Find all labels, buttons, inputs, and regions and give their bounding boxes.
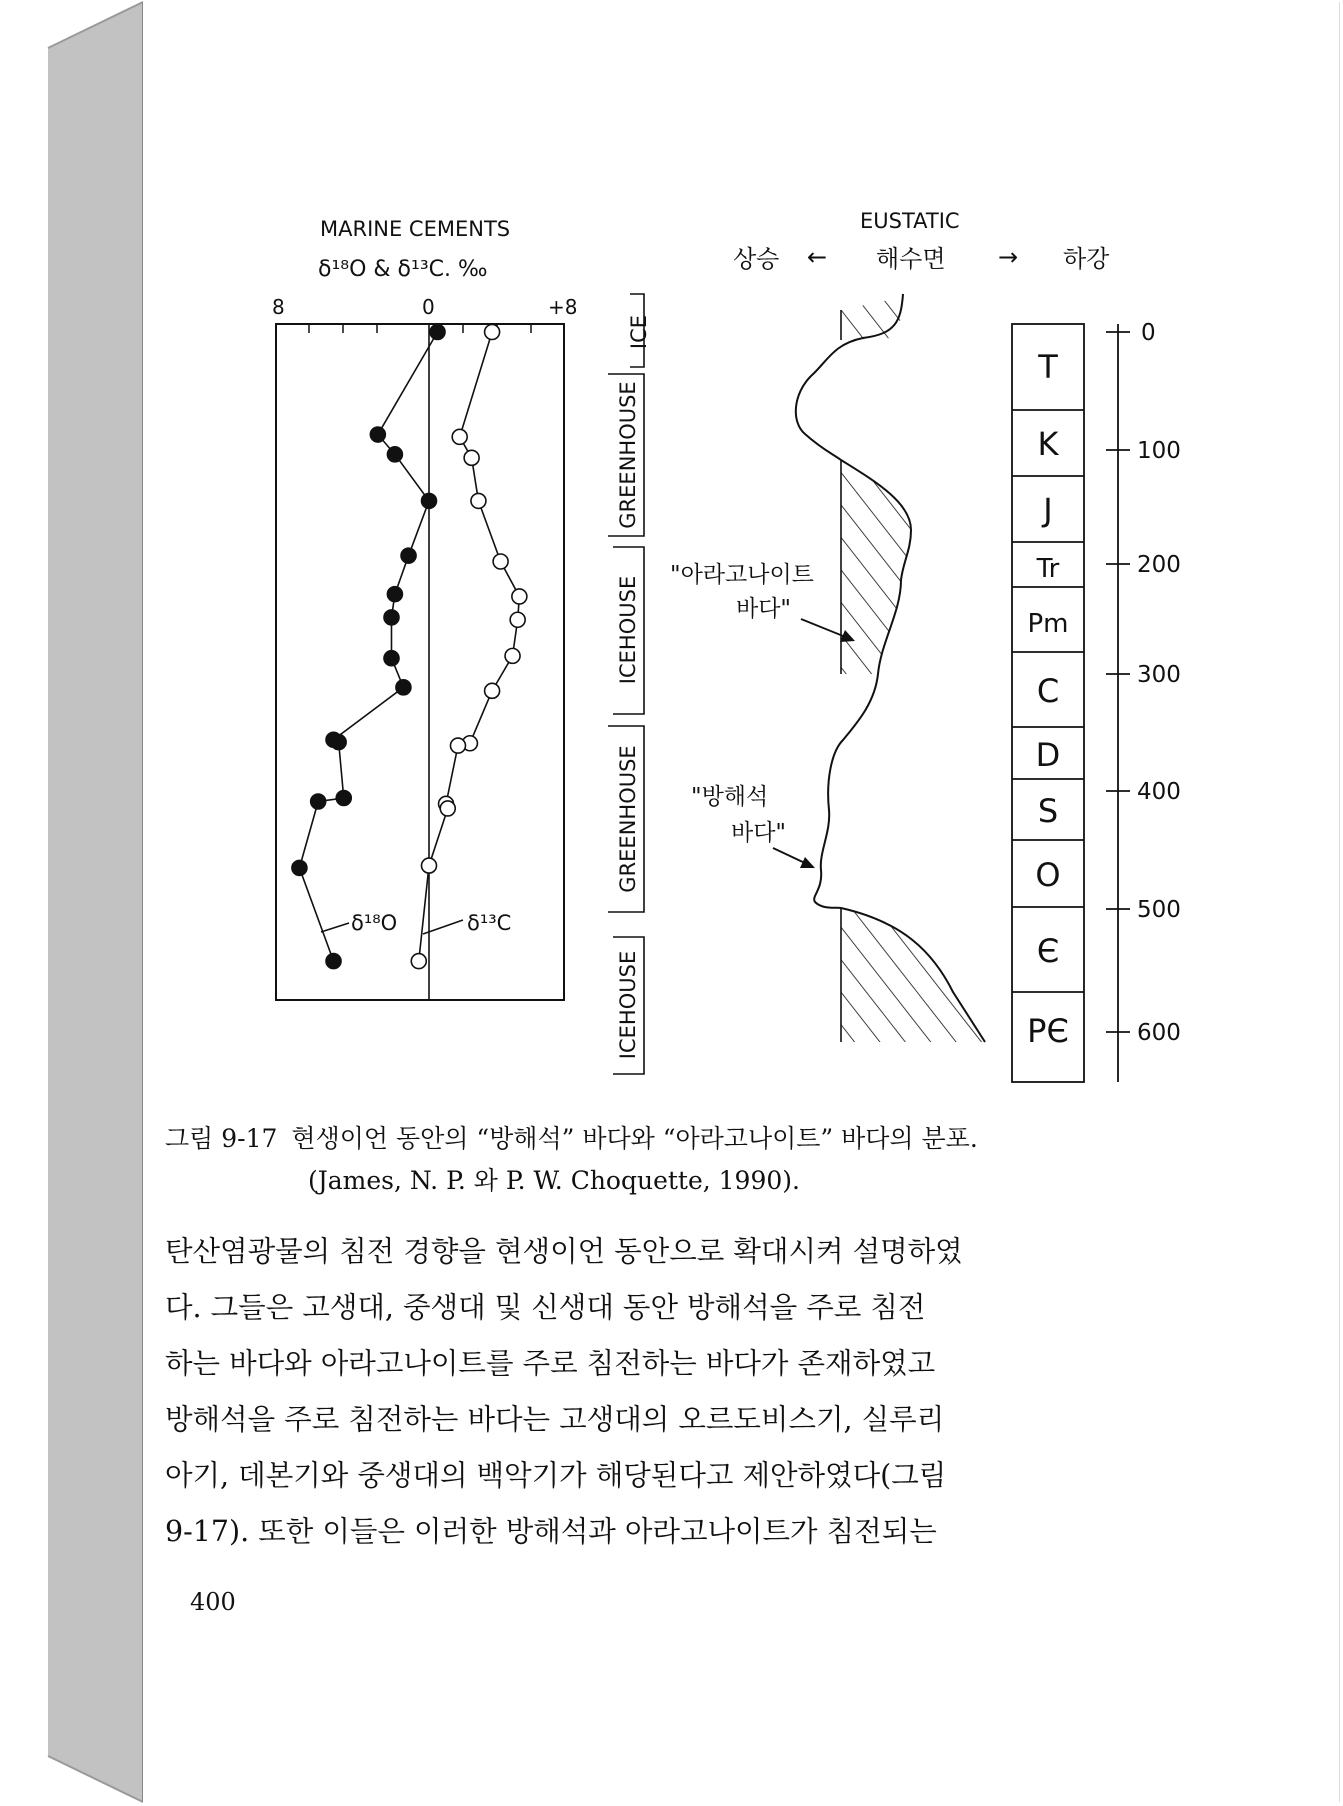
period-devonian: D [1035,736,1061,774]
period-tertiary: T [1038,348,1058,386]
band-icehouse-lower: ICEHOUSE [616,950,640,1060]
axis-tick-right: +8 [548,295,578,319]
age-400: 400 [1137,779,1181,805]
data-point-o18 [336,791,351,806]
panel-title: MARINE CEMENTS [320,217,511,241]
body-paragraph [165,1224,1065,1560]
period-permian: Pm [1027,609,1069,639]
band-icehouse-upper: ICEHOUSE [616,575,640,685]
period-cambrian: Є [1036,932,1060,970]
data-point-c13 [512,589,527,604]
data-point-c13 [440,801,455,816]
data-point-c13 [493,554,508,569]
hatched-areas [841,297,985,1042]
period-triassic: Tr [1036,554,1060,584]
body-line: 아기, 데본기와 중생대의 백악기가 해당된다고 제안하였다(그림 [165,1459,947,1492]
data-point-c13 [450,738,465,753]
caption-line-1: 현생이언 동안의 “방해석” 바다와 “아라고나이트” 바다의 분포. [291,1124,978,1153]
right-arrow: → [998,243,1019,271]
body-line: 9-17). 또한 이들은 이러한 방해석과 아라고나이트가 침전되는 [165,1515,937,1548]
data-point-o18 [401,548,416,563]
sea-level-label: 해수면 [876,245,946,273]
data-series [292,325,527,969]
data-point-c13 [452,429,467,444]
data-point-o18 [430,325,445,340]
caption-label: 그림 9-17 [165,1124,278,1153]
data-point-o18 [422,493,437,508]
data-point-c13 [485,325,500,340]
period-labels [1027,348,1069,1050]
series-line-o18 [299,332,437,961]
data-point-c13 [510,612,525,627]
period-silurian: S [1037,792,1059,830]
panel-subtitle: δ¹⁸O & δ¹³C. ‰ [318,257,488,282]
data-point-o18 [384,651,399,666]
data-point-o18 [326,954,341,969]
age-500: 500 [1137,897,1181,923]
data-point-c13 [471,493,486,508]
left-arrow: ← [807,243,828,271]
axis-tick-left: 8 [272,295,285,319]
age-200: 200 [1137,552,1181,578]
calcite-sea-label: "방해석 [691,784,769,810]
age-0: 0 [1141,320,1156,346]
data-point-o18 [292,860,307,875]
eustatic-title: EUSTATIC [860,209,960,233]
body-line: 탄산염광물의 침전 경향을 현생이언 동안으로 확대시켜 설명하였 [165,1235,963,1268]
plot-frame [276,324,564,1000]
body-line: 방해석을 주로 침전하는 바다는 고생대의 오르도비스기, 실루리 [165,1403,945,1436]
data-point-c13 [422,858,437,873]
page-number: 400 [190,1588,236,1616]
age-labels [1137,320,1181,1046]
figure-9-17 [143,2,1339,1112]
age-100: 100 [1137,438,1181,464]
data-point-c13 [464,450,479,465]
period-carboniferous: C [1036,672,1060,710]
body-line: 다. 그들은 고생대, 중생대 및 신생대 동안 방해석을 주로 침전 [165,1291,926,1324]
data-point-o18 [370,427,385,442]
band-greenhouse-lower: GREENHOUSE [616,745,640,893]
label-o18: δ¹⁸O [351,911,398,935]
sea-level-rise-label: 상승 [733,245,780,273]
data-point-o18 [311,794,326,809]
body-line: 하는 바다와 아라고나이트를 주로 침전하는 바다가 존재하였고 [165,1347,936,1380]
label-c13: δ¹³C [467,911,512,935]
data-point-o18 [384,610,399,625]
period-jurassic: J [1043,491,1053,529]
period-precambrian: PЄ [1027,1012,1069,1050]
data-point-c13 [485,683,500,698]
aragonite-sea-label-2: 바다" [736,596,792,622]
axis-tick-center: 0 [422,295,435,319]
figure-caption [165,1118,1165,1202]
sea-level-fall-label: 하강 [1063,245,1110,273]
data-point-o18 [387,587,402,602]
age-scale [1106,324,1130,1082]
data-point-c13 [505,648,520,663]
label-o18-leader [321,923,349,932]
period-ordovician: O [1035,856,1061,894]
caption-line-2: (James, N. P. 와 P. W. Choquette, 1990). [308,1166,800,1195]
data-point-o18 [396,680,411,695]
calcite-sea-label-2: 바다" [731,820,787,846]
aragonite-sea-label: "아라고나이트 [670,562,814,588]
age-300: 300 [1137,662,1181,688]
data-point-o18 [387,447,402,462]
data-point-c13 [411,954,426,969]
period-cretaceous: K [1037,425,1059,463]
data-point-o18 [331,735,346,750]
calcite-arrow [773,848,807,864]
book-spine [0,0,145,1806]
age-600: 600 [1137,1020,1181,1046]
band-greenhouse-upper: GREENHOUSE [616,381,640,529]
band-ice: ICE [627,314,651,350]
